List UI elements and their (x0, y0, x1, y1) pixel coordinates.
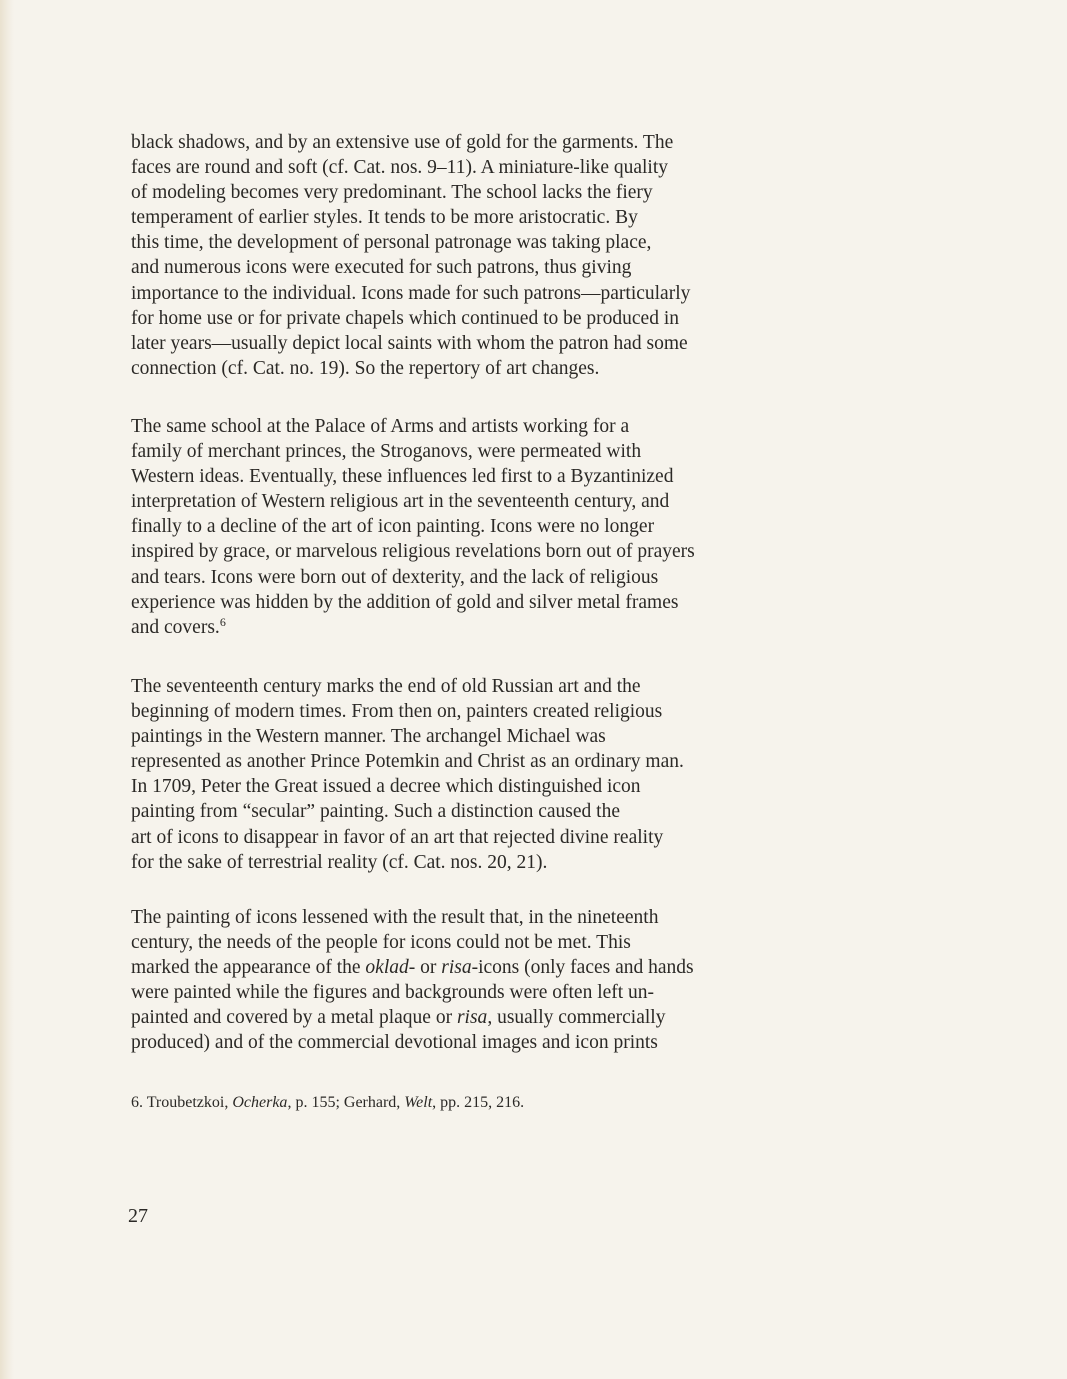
text-line: The same school at the Palace of Arms and artists working for a (131, 416, 630, 437)
text-span: and covers. (131, 616, 220, 638)
footnote-marker: 6 (219, 614, 226, 629)
text-span: painted and covered by a metal plaque or (131, 1007, 457, 1029)
text-span: , usually commercially (487, 1007, 666, 1029)
text-line: represented as another Prince Potemkin and Christ as an ordinary man. (131, 751, 684, 773)
text-line: beginning of modern times. From then on, painters created religious (131, 701, 663, 723)
italic-title: Ocherka (232, 1094, 288, 1111)
text-line: family of merchant princes, the Stroganovs, were permeated with (131, 441, 642, 463)
text-line (131, 615, 811, 640)
italic-term: oklad (365, 957, 409, 979)
italic-term: risa (456, 1007, 488, 1029)
italic-title: Welt (404, 1094, 433, 1111)
text-line: paintings in the Western manner. The archangel Michael was (131, 726, 606, 748)
footnote (131, 1092, 524, 1114)
paragraph-1 (131, 130, 811, 381)
text-line (131, 955, 811, 980)
text-line: connection (cf. Cat. no. 19). So the repertory of art changes. (131, 357, 600, 379)
text-line: inspired by grace, or marvelous religious revelations born out of prayers (131, 541, 695, 563)
text-line: of modeling becomes very predominant. The school lacks the fiery (131, 182, 653, 204)
text-line: black shadows, and by an extensive use of gold for the garments. The (131, 132, 674, 153)
paragraph-2 (131, 414, 811, 640)
text-line: later years—usually depict local saints with whom the patron had some (131, 332, 688, 354)
text-line: temperament of earlier styles. It tends to be more aristocratic. By (131, 207, 638, 229)
text-line: experience was hidden by the addition of gold and silver metal frames (131, 591, 679, 613)
text-line: Western ideas. Eventually, these influences led first to a Byzantinized (131, 466, 674, 488)
text-line: were painted while the figures and backgrounds were often left un- (131, 982, 655, 1004)
text-line: faces are round and soft (cf. Cat. nos. 9–11). A miniature-like quality (131, 157, 669, 179)
text-span: , p. 155; Gerhard, (287, 1094, 405, 1111)
text-line: interpretation of Western religious art in the seventeenth century, and (131, 491, 670, 513)
text-line: and numerous icons were executed for such patrons, thus giving (131, 257, 632, 279)
text-span: marked the appearance of the (131, 957, 366, 979)
text-line: The seventeenth century marks the end of old Russian art and the (131, 676, 641, 697)
paragraph-3 (131, 674, 811, 875)
text-span: - or (408, 957, 442, 979)
text-line: century, the needs of the people for icons could not be met. This (131, 932, 631, 954)
page-number: 27 (128, 1205, 148, 1227)
text-span: , pp. 215, 216. (432, 1094, 525, 1111)
text-line: and tears. Icons were born out of dexterity, and the lack of religious (131, 566, 659, 588)
italic-term: risa (441, 957, 472, 979)
text-span: -icons (only faces and hands (471, 957, 694, 979)
page-edge (0, 0, 14, 1379)
text-line: painting from “secular” painting. Such a distinction caused the (131, 801, 620, 823)
text-line: this time, the development of personal patronage was taking place, (131, 232, 652, 254)
text-line: The painting of icons lessened with the result that, in the nineteenth (131, 907, 659, 928)
text-line: produced) and of the commercial devotional images and icon prints (131, 1032, 658, 1054)
text-line: importance to the individual. Icons made for such patrons—particularly (131, 282, 691, 304)
text-line: for the sake of terrestrial reality (cf. Cat. nos. 20, 21). (131, 851, 548, 873)
paragraph-4 (131, 905, 811, 1056)
text-line: art of icons to disappear in favor of an art that rejected divine reality (131, 826, 664, 848)
text-span: 6. Troubetzkoi, (131, 1094, 233, 1111)
text-line (131, 1005, 811, 1030)
text-line: for home use or for private chapels which continued to be produced in (131, 307, 679, 329)
text-line: finally to a decline of the art of icon painting. Icons were no longer (131, 516, 655, 538)
text-line: In 1709, Peter the Great issued a decree which distinguished icon (131, 776, 641, 798)
